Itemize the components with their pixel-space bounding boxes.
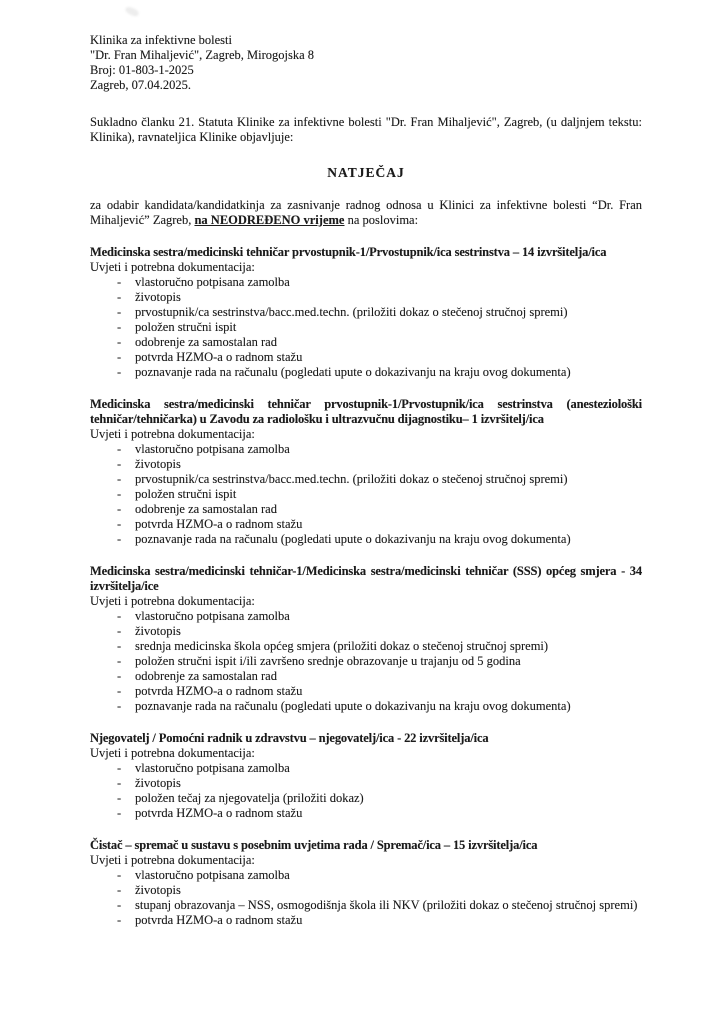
- requirement-item: - vlastoručno potpisana zamolba: [90, 868, 642, 883]
- requirement-item: - odobrenje za samostalan rad: [90, 669, 642, 684]
- document-title: NATJEČAJ: [327, 165, 405, 180]
- requirement-item: - odobrenje za samostalan rad: [90, 502, 642, 517]
- requirement-item: - odobrenje za samostalan rad: [90, 335, 642, 350]
- letterhead-line-institution: Klinika za infektivne bolesti: [90, 33, 232, 47]
- requirement-item: - životopis: [90, 624, 642, 639]
- requirement-item: - poznavanje rada na računalu (pogledati upute o dokazivanju na kraju ovog dokumenta): [90, 699, 642, 714]
- section-heading: Medicinska sestra/medicinski tehničar-1/Medicinska sestra/medicinski tehničar (SSS) općeg smjera - 34 izvršitelja/ice: [90, 564, 642, 593]
- job-section-1: [90, 245, 642, 380]
- requirement-item: - životopis: [90, 883, 642, 898]
- requirement-item: - životopis: [90, 776, 642, 791]
- requirements-label: Uvjeti i potrebna dokumentacija:: [90, 746, 255, 760]
- requirement-item: - potvrda HZMO-a o radnom stažu: [90, 913, 642, 928]
- requirements-label: Uvjeti i potrebna dokumentacija:: [90, 853, 255, 867]
- requirement-item: - potvrda HZMO-a o radnom stažu: [90, 350, 642, 365]
- requirement-item: - srednja medicinska škola općeg smjera (priložiti dokaz o stečenoj stručnoj spremi): [90, 639, 642, 654]
- requirement-item: - položen stručni ispit: [90, 487, 642, 502]
- letterhead-line-date: Zagreb, 07.04.2025.: [90, 78, 192, 92]
- requirement-item: - prvostupnik/ca sestrinstva/bacc.med.techn. (priložiti dokaz o stečenoj stručnoj spremi): [90, 305, 642, 320]
- requirement-item: - poznavanje rada na računalu (pogledati upute o dokazivanju na kraju ovog dokumenta): [90, 365, 642, 380]
- job-section-2: [90, 397, 642, 547]
- requirement-item: - vlastoručno potpisana zamolba: [90, 275, 642, 290]
- requirement-item: - vlastoručno potpisana zamolba: [90, 609, 642, 624]
- section-heading: Medicinska sestra/medicinski tehničar prvostupnik-1/Prvostupnik/ica sestrinstva – 14 izvršitelja/ica: [90, 245, 607, 259]
- requirement-item: - položen tečaj za njegovatelja (priložiti dokaz): [90, 791, 642, 806]
- requirement-item: - vlastoručno potpisana zamolba: [90, 761, 642, 776]
- section-heading: Medicinska sestra/medicinski tehničar prvostupnik-1/Prvostupnik/ica sestrinstva (anesteziološki tehničar/tehničarka) u Zavodu za radiološku i ultrazvučnu dijagnostiku– 1 izvršitelj/ica: [90, 397, 642, 426]
- section-heading: Njegovatelj / Pomoćni radnik u zdravstvu – njegovatelj/ica - 22 izvršitelja/ica: [90, 731, 489, 745]
- letterhead-line-number: Broj: 01-803-1-2025: [90, 63, 194, 77]
- section-heading: Čistač – spremač u sustavu s posebnim uvjetima rada / Spremač/ica – 15 izvršitelja/ica: [90, 838, 538, 852]
- requirements-list: [90, 761, 642, 821]
- requirements-list: [90, 275, 642, 380]
- job-section-5: [90, 838, 642, 928]
- subtitle-emphasis: na NEODREĐENO vrijeme: [194, 213, 345, 227]
- requirements-list: [90, 868, 642, 928]
- requirements-label: Uvjeti i potrebna dokumentacija:: [90, 427, 255, 441]
- scan-smudge: [124, 5, 140, 18]
- subtitle-text-pre: za odabir kandidata/kandidatkinja za zasnivanje radnog odnosa u Klinici za infektivne bolesti “Dr. Fran Mihaljević” Zagreb,: [90, 198, 642, 227]
- requirement-item: - položen stručni ispit i/ili završeno srednje obrazovanje u trajanju od 5 godina: [90, 654, 642, 669]
- requirements-label: Uvjeti i potrebna dokumentacija:: [90, 594, 255, 608]
- letterhead-line-address: "Dr. Fran Mihaljević", Zagreb, Mirogojska 8: [90, 48, 315, 62]
- requirements-label: Uvjeti i potrebna dokumentacija:: [90, 260, 255, 274]
- requirement-item: - potvrda HZMO-a o radnom stažu: [90, 684, 642, 699]
- subtitle-text-post: na poslovima:: [344, 213, 419, 227]
- intro-paragraph: Sukladno članku 21. Statuta Klinike za infektivne bolesti "Dr. Fran Mihaljević", Zagreb, (u daljnjem tekstu: Klinika), ravnateljica Klinike objavljuje:: [90, 115, 642, 144]
- letterhead: [90, 33, 642, 93]
- subtitle-paragraph: [90, 198, 642, 228]
- requirement-item: - životopis: [90, 290, 642, 305]
- job-section-3: [90, 564, 642, 714]
- requirement-item: - poznavanje rada na računalu (pogledati upute o dokazivanju na kraju ovog dokumenta): [90, 532, 642, 547]
- document-content: [90, 33, 642, 928]
- requirement-item: - potvrda HZMO-a o radnom stažu: [90, 517, 642, 532]
- requirement-item: - položen stručni ispit: [90, 320, 642, 335]
- requirement-item: - prvostupnik/ca sestrinstva/bacc.med.techn. (priložiti dokaz o stečenoj stručnoj spremi): [90, 472, 642, 487]
- job-section-4: [90, 731, 642, 821]
- requirement-item: - vlastoručno potpisana zamolba: [90, 442, 642, 457]
- requirement-item: - životopis: [90, 457, 642, 472]
- requirement-item: - potvrda HZMO-a o radnom stažu: [90, 806, 642, 821]
- requirement-item: - stupanj obrazovanja – NSS, osmogodišnja škola ili NKV (priložiti dokaz o stečenoj stručnoj spremi): [90, 898, 642, 913]
- requirements-list: [90, 609, 642, 714]
- requirements-list: [90, 442, 642, 547]
